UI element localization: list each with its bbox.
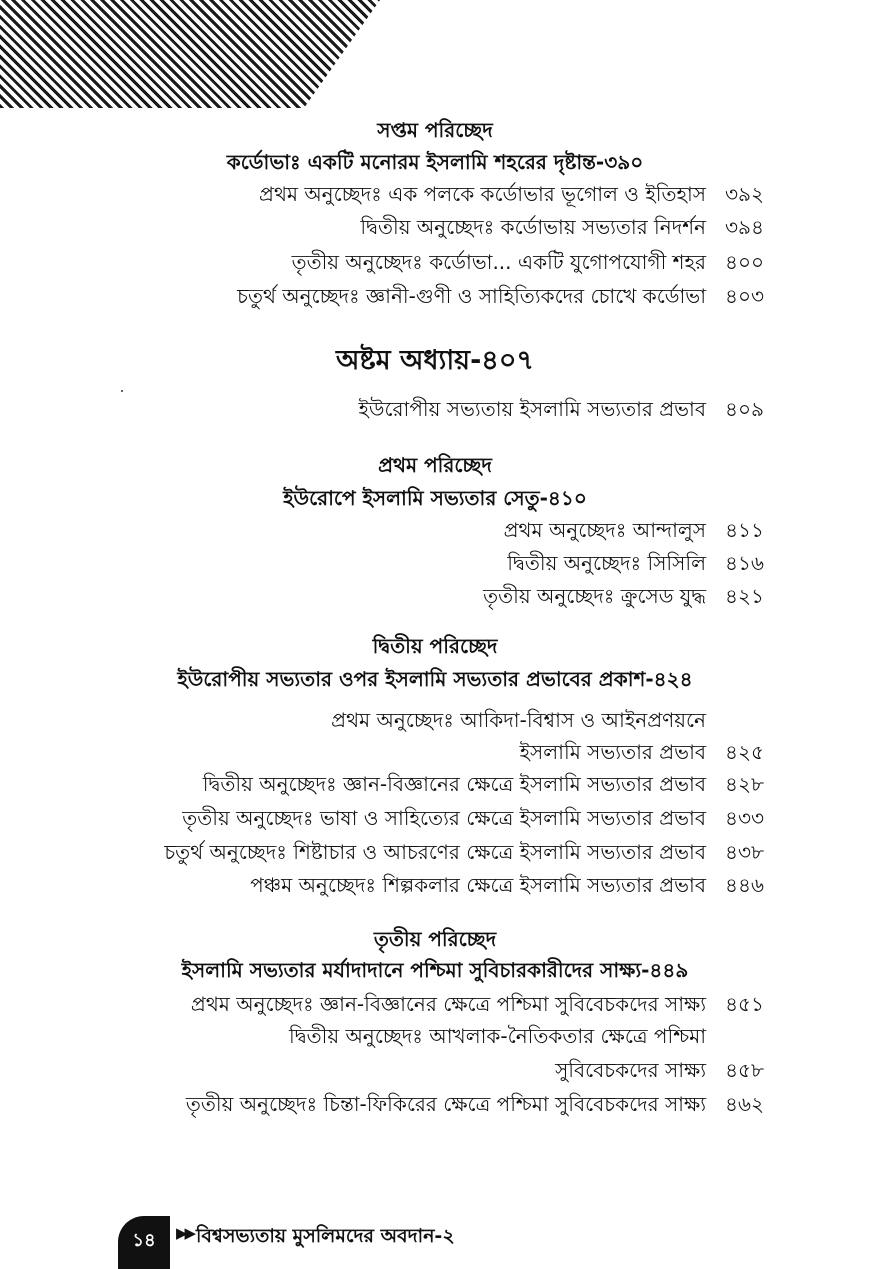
entry-text: প্রথম অনুচ্ছেদঃ জ্ঞান-বিজ্ঞানের ক্ষেত্রে পশ্চিমা সুবিবেচকদের সাক্ষ্য bbox=[190, 992, 706, 1016]
entry-page: ৩৯৪ bbox=[725, 215, 764, 239]
section-heading: দ্বিতীয় পরিচ্ছেদ bbox=[372, 634, 498, 658]
entry-page: ৪২৮ bbox=[725, 772, 764, 796]
toc-entry bbox=[203, 770, 764, 798]
entry-page: ৪০০ bbox=[725, 250, 764, 274]
entry-text: চতুর্থ অনুচ্ছেদঃ জ্ঞানী-গুণী ও সাহিত্যিকদের চোখে কর্ডোভা bbox=[237, 284, 706, 308]
toc-entry bbox=[182, 804, 764, 832]
entry-page: ৪৪৬ bbox=[725, 873, 764, 897]
entry-page: ৪১১ bbox=[725, 518, 764, 542]
section-title: ইউরোপে ইসলামি সভ্যতার সেতু-৪১০ bbox=[283, 486, 587, 510]
toc-entry bbox=[507, 549, 764, 577]
entry-text: তৃতীয় অনুচ্ছেদঃ চিন্তা-ফিকিরের ক্ষেত্রে পশ্চিমা সুবিবেচকদের সাক্ষ্য bbox=[185, 1092, 706, 1116]
toc-entry bbox=[520, 738, 764, 766]
toc-entry bbox=[359, 395, 764, 423]
entry-page: ৪৫১ bbox=[725, 992, 764, 1016]
entry-page: ৩৯২ bbox=[725, 182, 764, 206]
entry-text: প্রথম অনুচ্ছেদঃ এক পলকে কর্ডোভার ভূগোল ও ইতিহাস bbox=[259, 182, 706, 206]
entry-page: ৪২৫ bbox=[725, 740, 764, 764]
toc-entry-line: দ্বিতীয় অনুচ্ছেদঃ আখলাক-নৈতিকতার ক্ষেত্রে পশ্চিমা bbox=[289, 1024, 706, 1048]
section-title: ইসলামি সভ্যতার মর্যাদাদানে পশ্চিমা সুবিচারকারীদের সাক্ষ্য-৪৪৯ bbox=[181, 958, 689, 982]
toc-entry bbox=[483, 582, 764, 610]
toc-entry bbox=[250, 871, 764, 899]
entry-text: ইউরোপীয় সভ্যতায় ইসলামি সভ্যতার প্রভাব bbox=[358, 397, 706, 421]
toc-entry-line: প্রথম অনুচ্ছেদঃ আকিদা-বিশ্বাস ও আইনপ্রণয়নে bbox=[331, 708, 706, 732]
section-heading: সপ্তম পরিচ্ছেদ bbox=[377, 118, 493, 142]
chapter-title: অষ্টম অধ্যায়-৪০৭ bbox=[336, 345, 534, 376]
entry-text: চতুর্থ অনুচ্ছেদঃ শিষ্টাচার ও আচরণের ক্ষেত্রে ইসলামি সভ্যতার প্রভাব bbox=[164, 840, 706, 864]
toc-entry bbox=[259, 180, 764, 208]
section-heading: তৃতীয় পরিচ্ছেদ bbox=[373, 927, 497, 951]
toc-entry bbox=[292, 248, 764, 276]
toc-entry bbox=[191, 990, 764, 1018]
entry-page: ৪৬২ bbox=[725, 1092, 764, 1116]
entry-page: ৪২১ bbox=[725, 584, 764, 608]
toc-entry bbox=[360, 213, 764, 241]
section-title: কর্ডোভাঃ একটি মনোরম ইসলামি শহরের দৃষ্টান্ত-৩৯০ bbox=[226, 150, 644, 174]
section-title: ইউরোপীয় সভ্যতার ওপর ইসলামি সভ্যতার প্রভাবের প্রকাশ-৪২৪ bbox=[177, 667, 693, 691]
running-footer-title: বিশ্বসভ্যতায় মুসলিমদের অবদান-২ bbox=[196, 1225, 455, 1247]
page-number: ১৪ bbox=[132, 1230, 156, 1251]
toc-entry bbox=[186, 1090, 764, 1118]
toc-entry bbox=[504, 516, 764, 544]
toc-entry bbox=[555, 1056, 764, 1084]
entry-page: ৪০৩ bbox=[725, 284, 764, 308]
entry-page: ৪০৯ bbox=[725, 397, 764, 421]
entry-page: ৪৩৩ bbox=[725, 806, 764, 830]
double-arrow-icon: ▶▶ bbox=[176, 1224, 194, 1242]
entry-text: সুবিবেচকদের সাক্ষ্য bbox=[555, 1058, 706, 1082]
entry-page: ৪৫৮ bbox=[725, 1058, 764, 1082]
entry-text: তৃতীয় অনুচ্ছেদঃ কর্ডোভা... একটি যুগোপযোগী শহর bbox=[291, 250, 706, 274]
entry-text: পঞ্চম অনুচ্ছেদঃ শিল্পকলার ক্ষেত্রে ইসলামি সভ্যতার প্রভাব bbox=[250, 873, 706, 897]
entry-text: তৃতীয় অনুচ্ছেদঃ ক্রুসেড যুদ্ধ bbox=[483, 584, 706, 608]
entry-text: দ্বিতীয় অনুচ্ছেদঃ সিসিলি bbox=[507, 551, 706, 575]
entry-text: ইসলামি সভ্যতার প্রভাব bbox=[519, 740, 706, 764]
entry-text: দ্বিতীয় অনুচ্ছেদঃ কর্ডোভায় সভ্যতার নিদর্শন bbox=[360, 215, 706, 239]
toc-entry bbox=[164, 838, 764, 866]
toc-entry bbox=[237, 282, 764, 310]
entry-text: তৃতীয় অনুচ্ছেদঃ ভাষা ও সাহিত্যের ক্ষেত্রে ইসলামি সভ্যতার প্রভাব bbox=[182, 806, 706, 830]
entry-text: প্রথম অনুচ্ছেদঃ আন্দালুস bbox=[503, 518, 706, 542]
section-heading: প্রথম পরিচ্ছেদ bbox=[378, 453, 492, 477]
entry-page: ৪৩৮ bbox=[725, 840, 764, 864]
entry-text: দ্বিতীয় অনুচ্ছেদঃ জ্ঞান-বিজ্ঞানের ক্ষেত্রে ইসলামি সভ্যতার প্রভাব bbox=[202, 772, 706, 796]
entry-page: ৪১৬ bbox=[725, 551, 764, 575]
